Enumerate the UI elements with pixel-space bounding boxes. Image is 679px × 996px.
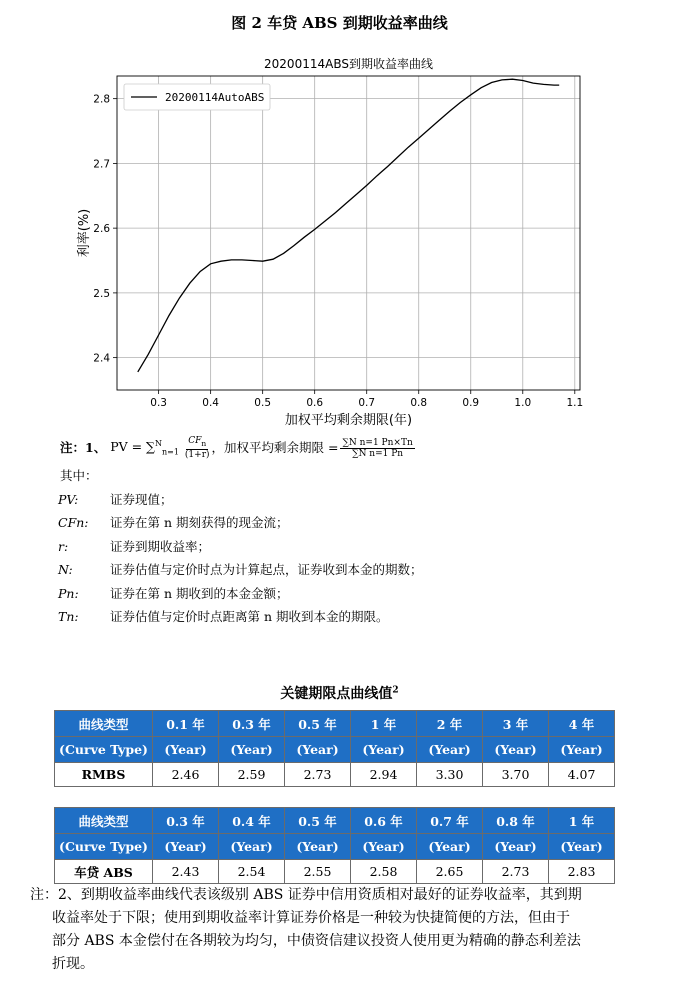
header-cell: 1 年 [549,808,615,834]
chart-title: 20200114ABS到期收益率曲线 [264,57,433,71]
definition-text: 证券估值与定价时点距离第 n 期收到本金的期限。 [110,609,389,625]
table-cell: 2.73 [483,860,549,884]
header-cell: 0.4 年 [219,808,285,834]
pv-formula: PV = ∑$^N_{n=1}$ $\frac{CF_n}{(1+r)}$ [110,435,210,460]
table-cell: 2.94 [351,763,417,787]
definition-item [58,535,423,559]
series-line [138,79,559,372]
definition-item [58,558,423,582]
header-cell: 0.1 年 [153,711,219,737]
legend-label: 20200114AutoABS [165,91,265,104]
table-cell: 4.07 [549,763,615,787]
header-cell: (Year) [351,737,417,763]
header-cell: 0.8 年 [483,808,549,834]
header-cell: (Year) [153,737,219,763]
header-cell: (Year) [351,834,417,860]
header-cell: 0.5 年 [285,711,351,737]
table-cell: 2.73 [285,763,351,787]
header-cell: 0.3 年 [219,711,285,737]
x-tick-label: 0.4 [202,397,219,409]
header-cell: 0.3 年 [153,808,219,834]
header-cell: (Year) [219,834,285,860]
header-cell: 1 年 [351,711,417,737]
x-tick-label: 0.8 [410,397,428,409]
header-cell: (Curve Type) [55,737,153,763]
header-cell: 0.5 年 [285,808,351,834]
table-cell: 2.83 [549,860,615,884]
table-cell: RMBS [55,763,153,787]
figure-title: 图 2 车贷 ABS 到期收益率曲线 [231,14,448,32]
footnote-line: 收益率处于下限；使用到期收益率计算证券价格是一种较为快捷简便的方法，但由于 [52,910,570,926]
table-cell: 车贷 ABS [55,860,153,884]
y-tick-label: 2.5 [93,287,110,300]
footnote-line: 注：2、到期收益率曲线代表该级别 ABS 证券中信用资质相对最好的证券收益率，其到期 [30,887,582,903]
definition-item [58,605,423,629]
header-cell: 4 年 [549,711,615,737]
y-axis-label: 利率(%) [77,208,92,258]
table-row [55,860,615,884]
footnote-line: 部分 ABS 本金偿付在各期较为均匀，中债资信建议投资人使用更为精确的静态利差法 [52,933,581,949]
table-row [55,763,615,787]
x-tick-label: 0.3 [150,397,167,409]
x-tick-label: 1.1 [566,397,584,409]
formula-line [60,432,423,464]
definition-symbol: PV: [58,491,79,507]
table-cell: 2.59 [219,763,285,787]
table-cell: 2.65 [417,860,483,884]
header-cell: 3 年 [483,711,549,737]
header-cell: 曲线类型 [55,808,153,834]
definition-item [58,488,423,512]
header-cell: (Year) [285,834,351,860]
x-tick-label: 0.5 [254,397,272,409]
definition-text: 证券到期收益率； [110,538,211,554]
definition-text: 证券在第 n 期刻获得的现金流； [110,515,289,531]
definition-symbol: Pn: [58,585,79,601]
header-cell: (Year) [549,834,615,860]
header-cell: (Year) [549,737,615,763]
table-header-cn [55,808,615,834]
yield-curve-chart [0,48,679,428]
y-tick-label: 2.6 [93,223,110,236]
footnote-line: 折现。 [52,956,94,972]
plot-frame [117,76,580,390]
table-cell: 2.58 [351,860,417,884]
header-cell: (Year) [219,737,285,763]
y-tick-label: 2.4 [93,352,110,365]
y-tick-label: 2.8 [93,93,110,106]
definitions-list [58,488,423,629]
header-cell: (Curve Type) [55,834,153,860]
table-header-cn [55,711,615,737]
rmbs-table [54,710,615,787]
notes-label: 注：1、 [60,440,107,456]
x-tick-label: 0.9 [462,397,480,409]
definition-item [58,582,423,606]
header-cell: (Year) [483,737,549,763]
header-cell: (Year) [483,834,549,860]
table-cell: 2.46 [153,763,219,787]
among-label: 其中： [60,468,98,484]
definition-symbol: Tn: [58,609,79,625]
x-axis-label: 加权平均剩余期限(年) [284,413,413,428]
header-cell: (Year) [153,834,219,860]
definition-item [58,511,423,535]
table-header-en [55,834,615,860]
table-cell: 2.43 [153,860,219,884]
x-tick-label: 1.0 [514,397,532,409]
wal-formula: $\frac{\text{∑N n=1 Pn×Tn}}{\text{∑N n=1 Pn}}$ [342,437,413,459]
header-cell: 2 年 [417,711,483,737]
definition-text: 证券现值； [110,491,173,507]
header-cell: 0.6 年 [351,808,417,834]
auto-abs-table [54,807,615,884]
definition-text: 证券在第 n 期收到的本金金额； [110,585,289,601]
x-tick-label: 0.6 [306,397,324,409]
table-title: 关键期限点曲线值$^2$ [280,685,399,702]
header-cell: 0.7 年 [417,808,483,834]
footnote [30,884,655,976]
y-tick-label: 2.7 [93,158,110,171]
table-cell: 3.70 [483,763,549,787]
definition-symbol: N: [58,562,73,578]
header-cell: (Year) [417,737,483,763]
definition-text: 证券估值与定价时点为计算起点，证券收到本金的期数； [110,562,423,578]
header-cell: (Year) [285,737,351,763]
table-cell: 2.55 [285,860,351,884]
wal-label: ，加权平均剩余期限 = [211,440,339,456]
header-cell: (Year) [417,834,483,860]
header-cell: 曲线类型 [55,711,153,737]
x-tick-label: 0.7 [358,397,376,409]
definition-symbol: CFn: [58,515,89,531]
definition-symbol: r: [58,538,69,554]
formula-notes [58,432,423,629]
table-cell: 2.54 [219,860,285,884]
table-header-en [55,737,615,763]
table-cell: 3.30 [417,763,483,787]
